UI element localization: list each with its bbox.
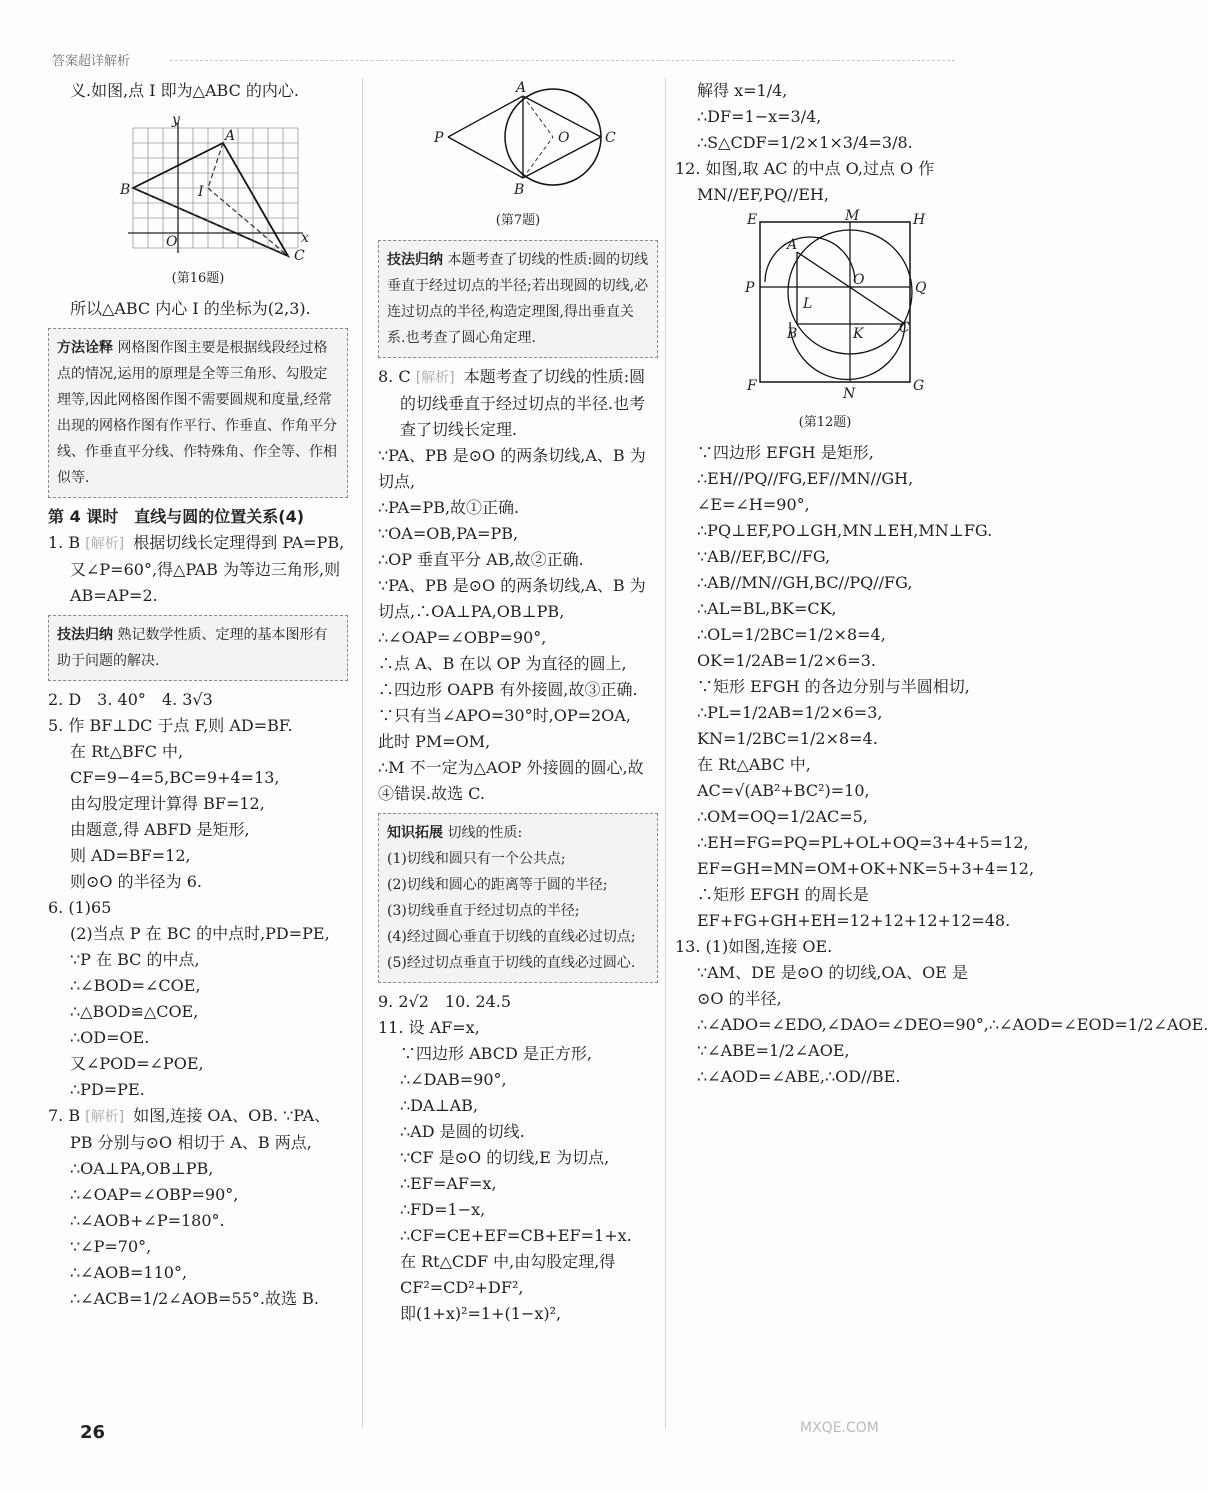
svg-text:N: N xyxy=(843,386,856,402)
answer-12-line: ∴AB//MN//GH,BC//PQ//FG, xyxy=(697,573,913,592)
answer-8-line: ∵OA=OB,PA=PB, xyxy=(378,524,519,543)
note-item: (4)经过圆心垂直于切线的直线必过切点; xyxy=(387,929,636,945)
svg-text:O: O xyxy=(166,234,178,250)
figure-7 xyxy=(378,82,658,234)
svg-text:O: O xyxy=(853,272,865,288)
answer-7-line: ∴∠AOB=110°, xyxy=(70,1263,188,1282)
answer-11-line: 即(1+x)²=1+(1−x)², xyxy=(400,1304,562,1323)
note-item: (5)经过切点垂直于切线的直线必过圆心. xyxy=(387,955,636,971)
answer-12-line: ∴PL=1/2AB=1/2×6=3, xyxy=(697,703,883,722)
answer-8-line: ∵PA、PB 是⊙O 的两条切线,A、B 为切点, xyxy=(378,446,646,491)
answer-11-cont: ∴DF=1−x=3/4, xyxy=(697,107,822,126)
column-middle xyxy=(378,78,658,1327)
svg-text:F: F xyxy=(747,378,757,394)
svg-text:E: E xyxy=(747,212,758,228)
note-item: (2)切线和圆心的距离等于圆的半径; xyxy=(387,877,608,893)
answer-6-line: ∴△BOD≌△COE, xyxy=(70,1002,199,1021)
answer-12-line: OK=1/2AB=1/2×6=3. xyxy=(697,651,876,670)
figure-12 xyxy=(675,208,975,436)
note-text: 网格图作图主要是根据线段经过格点的情况,运用的原理是全等三角形、勾股定理等,因此网格图作图不需要圆规和度量,经常出现的网格作图有作平行、作垂直、作角平分线、作垂直平分线、作特殊角、作全等、作相似等. xyxy=(57,340,337,486)
rectangle-semicircle-diagram xyxy=(675,208,975,402)
grid-diagram xyxy=(48,108,348,264)
answer-11-line: ∴DA⊥AB, xyxy=(400,1096,479,1115)
figure-caption: (第16题) xyxy=(171,271,225,286)
column-right xyxy=(675,78,1208,1090)
note-item: (3)切线垂直于经过切点的半径; xyxy=(387,903,580,919)
svg-text:O: O xyxy=(558,130,570,146)
answer-13-line: ∴∠AOD=∠ABE,∴OD//BE. xyxy=(697,1067,901,1086)
answer-8-line: ∴M 不一定为△AOP 外接圆的圆心,故④错误.故选 C. xyxy=(378,758,644,803)
answer-11-line: ∴CF=CE+EF=CB+EF=1+x. xyxy=(400,1226,632,1245)
column-left xyxy=(48,78,348,1312)
answer-text: 如图,连接 OA、OB. ∵PA、PB 分别与⊙O 相切于 A、B 两点, xyxy=(70,1106,331,1152)
technique-note-box xyxy=(48,615,348,681)
answer-13-line: ∵∠ABE=1/2∠AOE, xyxy=(697,1041,850,1060)
answer-12-line: ∴EH//PQ//FG,EF//MN//GH, xyxy=(697,469,914,488)
answer-6-line: ∴∠BOD=∠COE, xyxy=(70,976,201,995)
answer-11-cont: ∴S△CDF=1/2×1×3/4=3/8. xyxy=(697,133,913,152)
note-tag: 知识拓展 xyxy=(387,825,443,841)
answer-12-line: KN=1/2BC=1/2×8=4. xyxy=(697,729,878,748)
svg-text:C: C xyxy=(899,320,910,336)
answer-13-line: 13. (1)如图,连接 OE. xyxy=(675,937,833,956)
answer-11-line: ∴AD 是圆的切线. xyxy=(400,1122,525,1141)
watermark: MXQE.COM xyxy=(800,1420,879,1436)
svg-text:C: C xyxy=(605,130,616,146)
answer-12-line: ∴AL=BL,BK=CK, xyxy=(697,599,837,618)
svg-text:P: P xyxy=(745,280,755,296)
answer-text: 根据切线长定理得到 PA=PB,又∠P=60°,得△PAB 为等边三角形,则 AB=AP=2. xyxy=(70,533,345,605)
answer-6-line: ∵P 在 BC 的中点, xyxy=(70,950,200,969)
figure-caption: (第7题) xyxy=(495,213,541,228)
answer-text: 本题考查了切线的性质:圆的切线垂直于经过切点的半径.也考查了切线长定理. xyxy=(400,367,646,439)
page-header: 答案超详解析 xyxy=(52,54,131,69)
analysis-tag: [解析] xyxy=(85,536,125,552)
method-note-box xyxy=(48,328,348,498)
svg-text:B: B xyxy=(514,182,525,198)
svg-text:B: B xyxy=(787,326,798,342)
svg-text:A: A xyxy=(225,128,236,144)
answer-label: 1. B xyxy=(48,533,81,552)
answer-11-line: 在 Rt△CDF 中,由勾股定理,得 CF²=CD²+DF², xyxy=(400,1252,616,1297)
answer-11-cont: 解得 x=1/4, xyxy=(697,81,788,100)
header-divider xyxy=(170,60,955,61)
svg-text:P: P xyxy=(434,130,444,146)
svg-text:K: K xyxy=(853,326,864,342)
answer-7-line: ∴∠AOB+∠P=180°. xyxy=(70,1211,225,1230)
answer-12-intro: 12. 如图,取 AC 的中点 O,过点 O 作 MN//EF,PQ//EH, xyxy=(675,159,935,204)
svg-text:M: M xyxy=(845,208,860,224)
answer-6-line: (2)当点 P 在 BC 的中点时,PD=PE, xyxy=(70,924,330,943)
text-line: 义.如图,点 I 即为△ABC 的内心. xyxy=(70,81,299,100)
answer-6-line: ∴PD=PE. xyxy=(70,1080,145,1099)
answer-12-line: ∴OL=1/2BC=1/2×8=4, xyxy=(697,625,886,644)
answer-7-line: ∵∠P=70°, xyxy=(70,1237,152,1256)
column-divider xyxy=(362,78,363,1428)
answer-8-line: 此时 PM=OM, xyxy=(378,732,491,751)
answer-11-line: ∴∠DAB=90°, xyxy=(400,1070,507,1089)
column-divider xyxy=(665,78,666,1428)
svg-text:A: A xyxy=(516,80,527,96)
answer-12-line: ∴PQ⊥EF,PO⊥GH,MN⊥EH,MN⊥FG. xyxy=(697,521,993,540)
svg-text:B: B xyxy=(120,182,131,198)
answer-7-line: ∴OA⊥PA,OB⊥PB, xyxy=(70,1159,214,1178)
svg-text:H: H xyxy=(913,212,926,228)
knowledge-note-box xyxy=(378,813,658,983)
answer-5-line: 在 Rt△BFC 中, xyxy=(70,742,184,761)
answer-12-line: 在 Rt△ABC 中, xyxy=(697,755,811,774)
section-title: 第 4 课时 直线与圆的位置关系(4) xyxy=(48,507,305,526)
answer-5-line: CF=9−4=5,BC=9+4=13, xyxy=(70,768,280,787)
answer-6-line: ∴OD=OE. xyxy=(70,1028,150,1047)
note-item: (1)切线和圆只有一个公共点; xyxy=(387,851,566,867)
answer-5-line: 5. 作 BF⊥DC 于点 F,则 AD=BF. xyxy=(48,716,293,735)
answer-8-line: ∵PA、PB 是⊙O 的两条切线,A、B 为切点,∴OA⊥PA,OB⊥PB, xyxy=(378,576,646,621)
answer-11-line: ∴FD=1−x, xyxy=(400,1200,486,1219)
answer-label: 8. C xyxy=(378,367,411,386)
answer-11-line: ∵CF 是⊙O 的切线,E 为切点, xyxy=(400,1148,610,1167)
answer-12-line: AC=√(AB²+BC²)=10, xyxy=(697,781,870,800)
note-tag: 技法归纳 xyxy=(387,252,443,268)
figure-caption: (第12题) xyxy=(798,415,852,430)
answers-2-4: 2. D 3. 40° 4. 3√3 xyxy=(48,690,213,709)
svg-text:G: G xyxy=(913,378,925,394)
svg-text:A: A xyxy=(787,237,798,253)
answer-8-line: ∴OP 垂直平分 AB,故②正确. xyxy=(378,550,584,569)
answer-13-line: ∵AM、DE 是⊙O 的切线,OA、OE 是⊙O 的半径, xyxy=(697,963,968,1008)
note-text: 熟记数学性质、定理的基本图形有助于问题的解决. xyxy=(57,627,328,669)
svg-text:I: I xyxy=(198,184,204,200)
answer-7-line: ∴∠OAP=∠OBP=90°, xyxy=(70,1185,239,1204)
analysis-tag: [解析] xyxy=(415,370,455,386)
note-title: 切线的性质: xyxy=(447,825,523,841)
answer-12-line: ∵矩形 EFGH 的各边分别与半圆相切, xyxy=(697,677,970,696)
svg-text:x: x xyxy=(301,230,309,246)
svg-text:Q: Q xyxy=(915,280,927,296)
answer-11-line: ∴EF=AF=x, xyxy=(400,1174,497,1193)
answer-12-line: ∴OM=OQ=1/2AC=5, xyxy=(697,807,868,826)
answer-12-line: ∠E=∠H=90°, xyxy=(697,495,810,514)
note-tag: 方法诠释 xyxy=(57,340,113,356)
answer-8-line: ∴PA=PB,故①正确. xyxy=(378,498,520,517)
answer-8-line: ∴点 A、B 在以 OP 为直径的圆上, xyxy=(378,654,627,673)
answer-8-line: ∵只有当∠APO=30°时,OP=2OA, xyxy=(378,706,631,725)
page-number: 26 xyxy=(80,1422,106,1443)
answer-12-line: ∵AB//EF,BC//FG, xyxy=(697,547,831,566)
note-tag: 技法归纳 xyxy=(57,627,113,643)
answer-6-line: 6. (1)65 xyxy=(48,898,112,917)
answer-5-line: 则 AD=BF=12, xyxy=(70,846,191,865)
answers-9-10: 9. 2√2 10. 24.5 xyxy=(378,992,512,1011)
answer-7-line: ∴∠ACB=1/2∠AOB=55°.故选 B. xyxy=(70,1289,319,1308)
tangent-diagram xyxy=(378,82,658,200)
answer-5-line: 则⊙O 的半径为 6. xyxy=(70,872,202,891)
answer-8 xyxy=(378,364,658,443)
answer-11-line: 11. 设 AF=x, xyxy=(378,1018,480,1037)
note-text: 本题考查了切线的性质:圆的切线垂直于经过切点的半径;若出现圆的切线,必连过切点的半径,构造定理图,得出垂直关系.也考查了圆心角定理. xyxy=(387,252,649,346)
svg-text:C: C xyxy=(294,248,305,264)
svg-text:L: L xyxy=(803,296,813,312)
technique-note-box xyxy=(378,240,658,358)
answer-12-line: EF=GH=MN=OM+OK+NK=5+3+4=12, xyxy=(697,859,1035,878)
answer-12-line: ∴EH=FG=PQ=PL+OL+OQ=3+4+5=12, xyxy=(697,833,1029,852)
figure-16 xyxy=(48,108,348,292)
analysis-tag: [解析] xyxy=(85,1109,125,1125)
answer-5-line: 由题意,得 ABFD 是矩形, xyxy=(70,820,250,839)
svg-text:y: y xyxy=(172,112,180,128)
answer-12-line: ∴矩形 EFGH 的周长是 EF+FG+GH+EH=12+12+12+12=48. xyxy=(697,885,1011,930)
answer-6-line: 又∠POD=∠POE, xyxy=(70,1054,204,1073)
answer-8-line: ∴∠OAP=∠OBP=90°, xyxy=(378,628,547,647)
text-line: 所以△ABC 内心 I 的坐标为(2,3). xyxy=(70,299,311,318)
answer-12-line: ∵四边形 EFGH 是矩形, xyxy=(697,443,874,462)
answer-1 xyxy=(48,530,348,609)
answer-7 xyxy=(48,1103,348,1156)
answer-8-line: ∴四边形 OAPB 有外接圆,故③正确. xyxy=(378,680,638,699)
answer-13-line: ∴∠ADO=∠EDO,∠DAO=∠DEO=90°,∴∠AOD=∠EOD=1/2∠AOE. xyxy=(697,1015,1208,1034)
answer-11-line: ∵四边形 ABCD 是正方形, xyxy=(400,1044,592,1063)
answer-label: 7. B xyxy=(48,1106,81,1125)
answer-5-line: 由勾股定理计算得 BF=12, xyxy=(70,794,265,813)
